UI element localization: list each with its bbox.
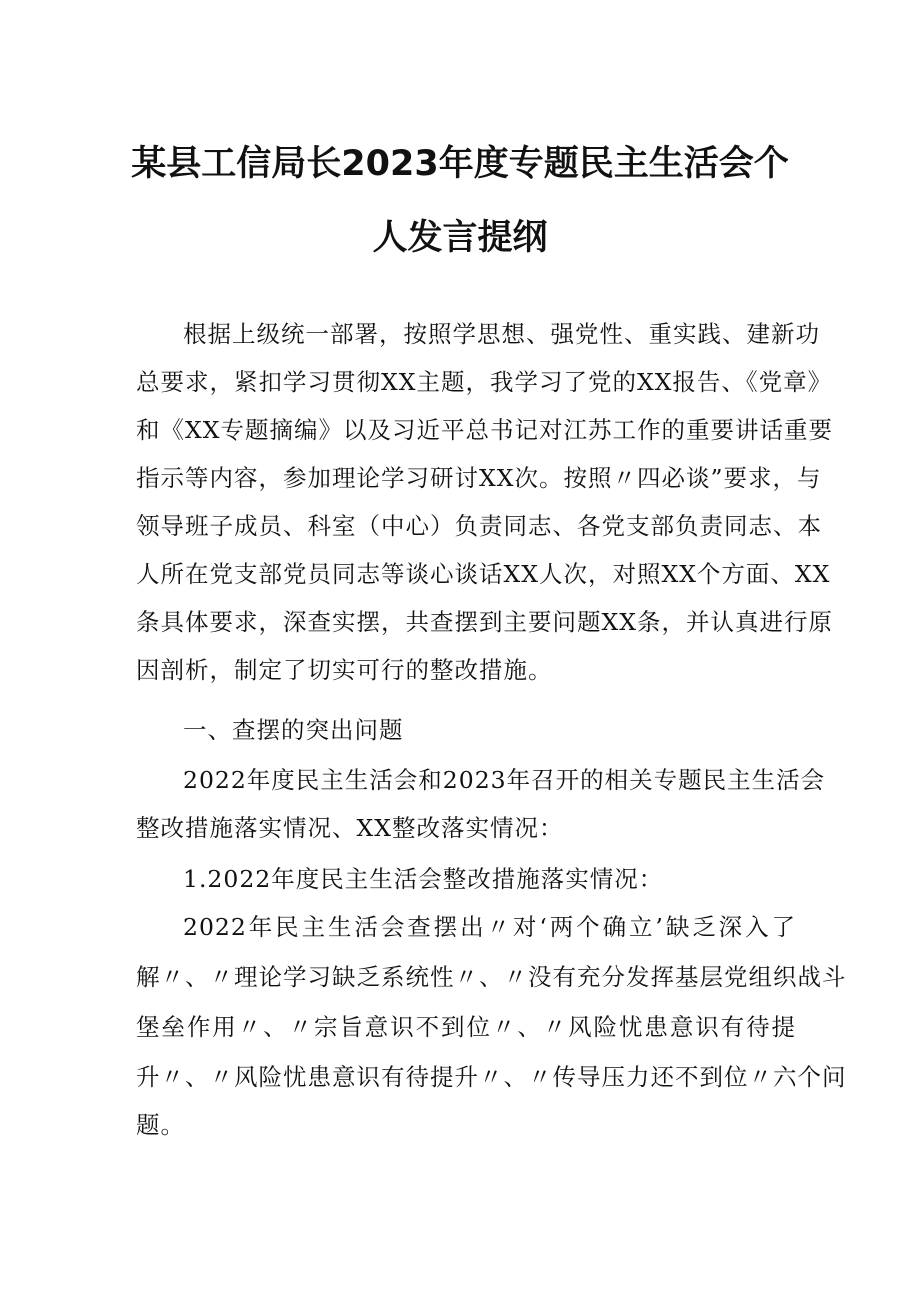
- document-title-line-1: 某县工信局长2023年度专题民主生活会个: [131, 144, 789, 184]
- text-line: 指示等内容，参加理论学习研讨XX次。按照〃四必谈”要求，与: [136, 464, 822, 492]
- text-line: 条具体要求，深查实摆，共查摆到主要问题XX条，并认真进行原: [136, 608, 833, 636]
- text-line: 根据上级统一部署，按照学思想、强党性、重实践、建新功: [183, 320, 820, 348]
- sub-heading-text: 1.2022年度民主生活会整改措施落实情况：: [183, 865, 664, 893]
- text-line: 和《XX专题摘编》以及习近平总书记对江苏工作的重要讲话重要: [136, 416, 833, 444]
- text-line: 升〃、〃风险忧患意识有待提升〃、〃传导压力还不到位〃六个问: [136, 1063, 847, 1091]
- section-heading-text: 一、查摆的突出问题: [183, 716, 404, 744]
- text-line: 堡垒作用〃、〃宗旨意识不到位〃、〃风险忧患意识有待提: [136, 1013, 796, 1041]
- text-line: 解〃、〃理论学习缺乏系统性〃、〃没有充分发挥基层党组织战斗: [136, 963, 847, 991]
- text-line: 题。: [136, 1111, 185, 1139]
- text-line: 整改措施落实情况、XX整改落实情况：: [136, 814, 564, 842]
- text-line: 总要求，紧扣学习贯彻XX主题，我学习了党的XX报告、《党章》: [136, 368, 833, 396]
- document-title-line-2: 人发言提纲: [372, 218, 548, 258]
- text-line: 因剖析，制定了切实可行的整改措施。: [136, 656, 553, 684]
- text-line: 2022年度民主生活会和2023年召开的相关专题民主生活会: [183, 766, 826, 794]
- text-line: 领导班子成员、科室（中心）负责同志、各党支部负责同志、本: [136, 512, 822, 540]
- text-line: 人所在党支部党员同志等谈心谈话XX人次，对照XX个方面、XX: [136, 560, 831, 588]
- text-line: 2022年民主生活会查摆出〃对‘两个确立’缺乏深入了: [183, 913, 796, 941]
